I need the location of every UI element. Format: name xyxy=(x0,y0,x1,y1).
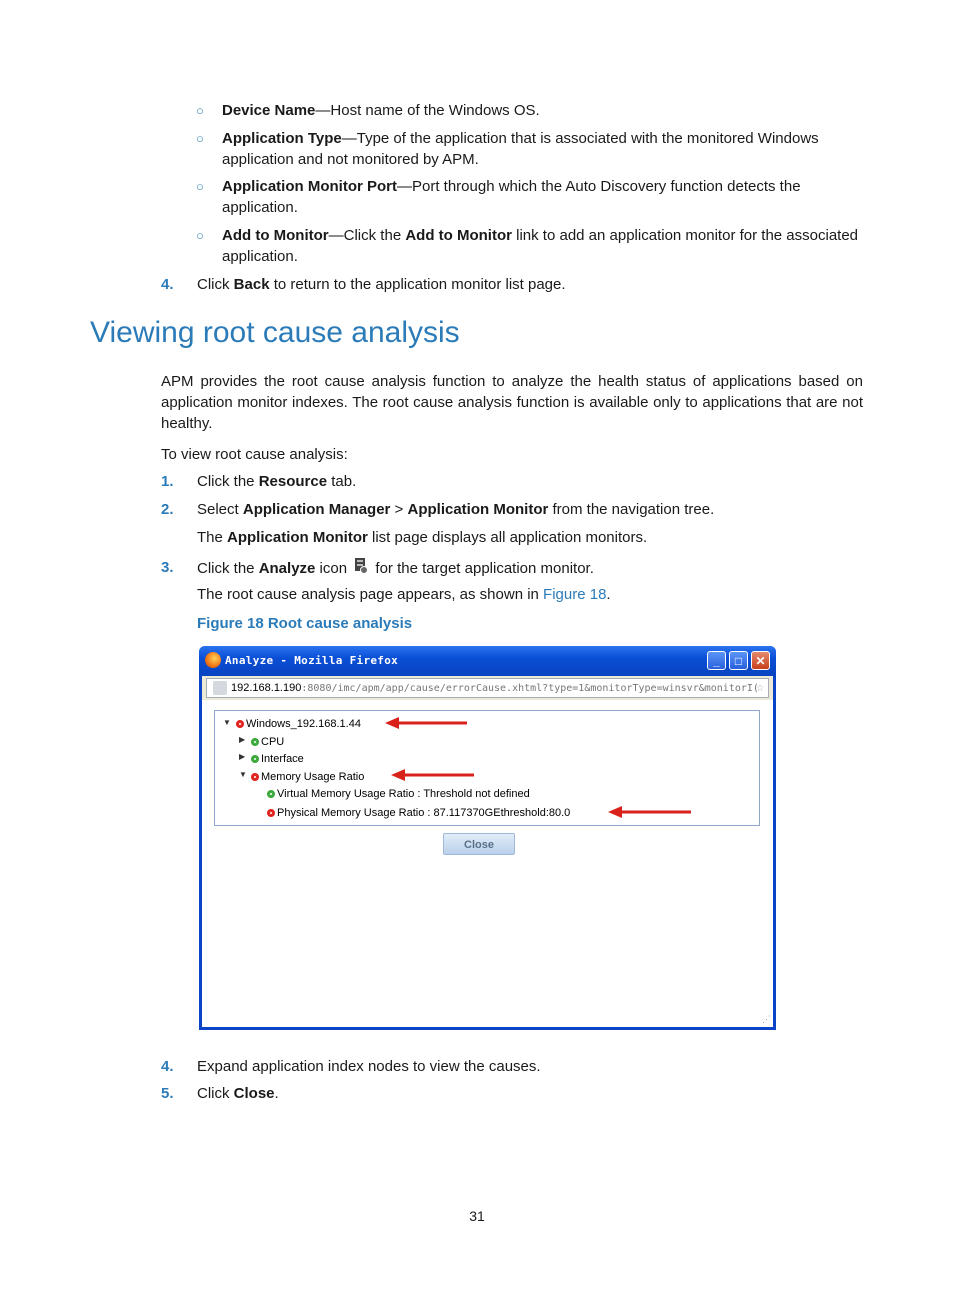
step-2-note xyxy=(197,527,857,548)
window-titlebar xyxy=(199,646,776,676)
circle-bullet-icon: ○ xyxy=(196,103,204,118)
maximize-button[interactable]: □ xyxy=(729,651,748,670)
note-text: list page displays all application monitors. xyxy=(367,529,648,546)
firefox-logo-icon xyxy=(205,652,221,668)
expanded-triangle-icon[interactable]: ▼ xyxy=(223,718,231,727)
step-number: 3. xyxy=(161,559,174,576)
site-identity-icon xyxy=(213,681,227,695)
step-number: 4. xyxy=(161,276,174,293)
firefox-window xyxy=(199,646,776,1030)
step-3-note xyxy=(197,584,857,605)
node-label: Physical Memory Usage Ratio : 87.117370GEthreshold:80.0 xyxy=(277,807,571,819)
step-term: Resource xyxy=(258,473,328,490)
step-text: > xyxy=(390,501,408,518)
node-label: CPU xyxy=(261,736,285,748)
url-field[interactable] xyxy=(206,678,769,698)
step-term: Application Manager xyxy=(242,501,391,518)
definition: link to add an application monitor for the associated application. xyxy=(222,227,859,265)
cause-tree xyxy=(214,710,760,826)
step-text: for the target application monitor. xyxy=(371,560,594,577)
expanded-triangle-icon[interactable]: ▼ xyxy=(239,770,247,779)
analyze-icon xyxy=(353,557,369,575)
step-text: to return to the application monitor list page. xyxy=(269,276,566,293)
node-label: Memory Usage Ratio xyxy=(261,771,365,783)
step-text: . xyxy=(274,1085,279,1102)
note-term: Application Monitor xyxy=(227,529,368,546)
minimize-button[interactable]: _ xyxy=(707,651,726,670)
term: Device Name xyxy=(222,102,316,119)
circle-bullet-icon: ○ xyxy=(196,179,204,194)
step-number: 1. xyxy=(161,473,174,490)
node-label: Windows_192.168.1.44 xyxy=(246,718,361,730)
step-text: Click xyxy=(197,1085,234,1102)
window-content xyxy=(202,700,773,1027)
navigation-bar xyxy=(202,676,773,700)
note-text: The root cause analysis page appears, as shown in xyxy=(197,586,544,603)
bullet-device-name xyxy=(196,100,864,122)
node-label: Virtual Memory Usage Ratio : Threshold not defined xyxy=(277,788,530,800)
definition: —Port through which the Auto Discovery function detects the application. xyxy=(222,178,801,216)
step-number: 4. xyxy=(161,1058,174,1075)
term: Add to Monitor xyxy=(222,227,329,244)
step-text: Click xyxy=(197,276,234,293)
collapsed-triangle-icon[interactable]: ▶ xyxy=(239,735,246,744)
step-text: from the navigation tree. xyxy=(548,501,715,518)
window-title: Analyze - Mozilla Firefox xyxy=(225,654,399,667)
step-term: Close xyxy=(233,1085,275,1102)
arrow-physical-head xyxy=(608,806,622,818)
step-text: icon xyxy=(315,560,352,577)
page-number: 31 xyxy=(469,1208,485,1224)
window-close-button[interactable]: ✕ xyxy=(751,651,770,670)
bullet-application-monitor-port xyxy=(196,176,864,220)
step-text: Expand application index nodes to view the causes. xyxy=(197,1058,541,1075)
url-host: 192.168.1.190 xyxy=(231,682,302,694)
step-term: Analyze xyxy=(258,560,316,577)
circle-bullet-icon: ○ xyxy=(196,228,204,243)
circle-bullet-icon: ○ xyxy=(196,131,204,146)
section-heading: Viewing root cause analysis xyxy=(90,316,460,349)
node-label: Interface xyxy=(261,753,304,765)
definition: —Type of the application that is associated with the monitored Windows application and not monitored by APM. xyxy=(222,130,819,168)
figure-link[interactable]: Figure 18 xyxy=(543,586,607,603)
bookmark-star-icon[interactable]: ☆ xyxy=(756,680,764,695)
intro-paragraph: APM provides the root cause analysis function to analyze the health status of applications based on application monitor indexes. The root cause analysis function is available only to applications that are not healthy. xyxy=(161,373,863,432)
step-number: 2. xyxy=(161,501,174,518)
term: Application Monitor Port xyxy=(222,178,397,195)
annotation-arrows xyxy=(215,711,759,825)
arrow-memory-head xyxy=(391,769,405,781)
note-text: . xyxy=(606,586,611,603)
step-text: tab. xyxy=(327,473,357,490)
step-text: Click the xyxy=(197,560,259,577)
step-number: 5. xyxy=(161,1085,174,1102)
bullet-application-type xyxy=(196,128,864,172)
to-view-text: To view root cause analysis: xyxy=(161,446,348,463)
resize-grip-icon[interactable]: ⋰ xyxy=(762,1014,771,1024)
definition: —Click the xyxy=(328,227,406,244)
term-link: Add to Monitor xyxy=(405,227,512,244)
url-path: :8080/imc/apm/app/cause/errorCause.xhtml?type=1&monitorType=winsvr&monitorI( xyxy=(301,683,759,694)
step-term: Back xyxy=(233,276,270,293)
collapsed-triangle-icon[interactable]: ▶ xyxy=(239,752,246,761)
definition: —Host name of the Windows OS. xyxy=(315,102,540,119)
figure-caption: Figure 18 Root cause analysis xyxy=(197,615,413,632)
note-text: The xyxy=(197,529,228,546)
step-term: Application Monitor xyxy=(407,501,549,518)
bullet-add-to-monitor xyxy=(196,225,864,269)
step-text: Click the xyxy=(197,473,259,490)
term: Application Type xyxy=(222,130,342,147)
step-text: Select xyxy=(197,501,243,518)
close-button[interactable]: Close xyxy=(443,833,515,855)
arrow-root-head xyxy=(385,717,399,729)
